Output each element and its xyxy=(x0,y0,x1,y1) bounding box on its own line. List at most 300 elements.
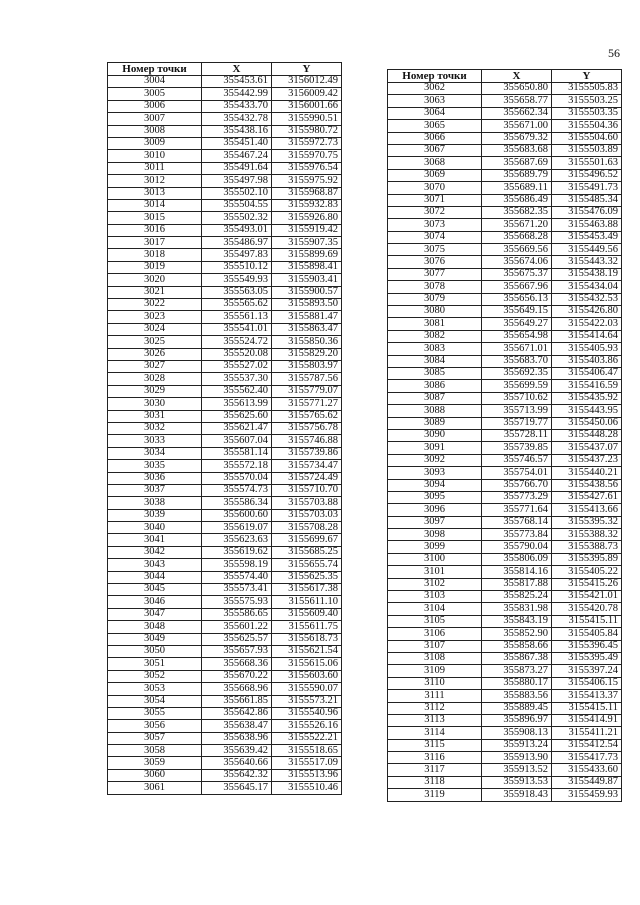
x-coordinate-cell: 355520.08 xyxy=(202,348,272,360)
table-row xyxy=(388,343,622,355)
point-number-cell: 3061 xyxy=(108,782,202,794)
y-coordinate-cell: 3155476.09 xyxy=(552,206,622,218)
point-number-cell: 3070 xyxy=(388,182,482,194)
point-number-cell: 3058 xyxy=(108,745,202,757)
x-coordinate-cell: 355773.29 xyxy=(482,491,552,503)
y-coordinate-cell: 3155412.54 xyxy=(552,739,622,751)
x-coordinate-cell: 355739.85 xyxy=(482,442,552,454)
y-coordinate-cell: 3155504.60 xyxy=(552,132,622,144)
table-row xyxy=(388,392,622,404)
x-coordinate-cell: 355671.01 xyxy=(482,343,552,355)
point-number-cell: 3028 xyxy=(108,373,202,385)
x-coordinate-cell: 355719.77 xyxy=(482,417,552,429)
x-coordinate-cell: 355658.77 xyxy=(482,95,552,107)
x-coordinate-cell: 355573.41 xyxy=(202,584,272,596)
table-row xyxy=(388,677,622,689)
point-number-cell: 3064 xyxy=(388,107,482,119)
y-coordinate-cell: 3155422.03 xyxy=(552,318,622,330)
table-row xyxy=(388,603,622,615)
x-coordinate-cell: 355668.28 xyxy=(482,231,552,243)
point-number-cell: 3119 xyxy=(388,789,482,801)
y-coordinate-cell: 3155459.93 xyxy=(552,789,622,801)
y-coordinate-cell: 3155491.73 xyxy=(552,182,622,194)
x-coordinate-cell: 355686.49 xyxy=(482,194,552,206)
table-row xyxy=(108,187,342,199)
table-row xyxy=(388,380,622,392)
x-coordinate-cell: 355889.45 xyxy=(482,702,552,714)
x-coordinate-cell: 355574.73 xyxy=(202,484,272,496)
y-coordinate-cell: 3155411.21 xyxy=(552,727,622,739)
y-coordinate-cell: 3155881.47 xyxy=(272,311,342,323)
x-coordinate-cell: 355674.06 xyxy=(482,256,552,268)
point-number-cell: 3037 xyxy=(108,484,202,496)
x-coordinate-cell: 355689.79 xyxy=(482,169,552,181)
x-coordinate-cell: 355497.98 xyxy=(202,175,272,187)
y-coordinate-cell: 3155406.15 xyxy=(552,677,622,689)
y-coordinate-cell: 3155510.46 xyxy=(272,782,342,794)
x-coordinate-cell: 355565.62 xyxy=(202,299,272,311)
point-number-cell: 3010 xyxy=(108,150,202,162)
y-coordinate-cell: 3155926.80 xyxy=(272,212,342,224)
y-coordinate-cell: 3155900.57 xyxy=(272,286,342,298)
point-number-cell: 3012 xyxy=(108,175,202,187)
y-coordinate-cell: 3155397.24 xyxy=(552,665,622,677)
table-row xyxy=(108,509,342,521)
point-number-cell: 3072 xyxy=(388,206,482,218)
x-coordinate-cell: 355619.07 xyxy=(202,522,272,534)
y-coordinate-cell: 3156001.66 xyxy=(272,100,342,112)
table-row xyxy=(108,695,342,707)
y-coordinate-cell: 3155463.88 xyxy=(552,219,622,231)
x-coordinate-cell: 355806.09 xyxy=(482,553,552,565)
x-coordinate-cell: 355502.10 xyxy=(202,187,272,199)
table-row xyxy=(388,367,622,379)
y-coordinate-cell: 3155975.92 xyxy=(272,175,342,187)
y-coordinate-cell: 3155625.35 xyxy=(272,571,342,583)
y-coordinate-cell: 3155426.80 xyxy=(552,306,622,318)
point-number-cell: 3048 xyxy=(108,621,202,633)
point-number-cell: 3115 xyxy=(388,739,482,751)
table-row xyxy=(108,422,342,434)
table-row xyxy=(108,336,342,348)
table-row xyxy=(388,107,622,119)
x-coordinate-cell: 355649.27 xyxy=(482,318,552,330)
x-coordinate-cell: 355913.52 xyxy=(482,764,552,776)
y-coordinate-cell: 3155415.11 xyxy=(552,702,622,714)
x-coordinate-cell: 355625.57 xyxy=(202,633,272,645)
point-number-cell: 3092 xyxy=(388,454,482,466)
point-number-cell: 3108 xyxy=(388,652,482,664)
point-number-cell: 3017 xyxy=(108,237,202,249)
x-coordinate-cell: 355575.93 xyxy=(202,596,272,608)
y-coordinate-cell: 3155395.49 xyxy=(552,652,622,664)
point-number-cell: 3062 xyxy=(388,83,482,95)
x-coordinate-cell: 355679.32 xyxy=(482,132,552,144)
point-number-cell: 3118 xyxy=(388,776,482,788)
x-coordinate-cell: 355896.97 xyxy=(482,714,552,726)
point-number-cell: 3106 xyxy=(388,628,482,640)
point-number-cell: 3014 xyxy=(108,199,202,211)
y-coordinate-cell: 3155787.56 xyxy=(272,373,342,385)
point-number-cell: 3018 xyxy=(108,249,202,261)
table-row xyxy=(388,516,622,528)
x-coordinate-cell: 355699.59 xyxy=(482,380,552,392)
table-row xyxy=(108,559,342,571)
table-row xyxy=(388,405,622,417)
point-number-cell: 3047 xyxy=(108,608,202,620)
table-row xyxy=(388,739,622,751)
x-coordinate-cell: 355642.86 xyxy=(202,707,272,719)
table-row xyxy=(388,231,622,243)
y-coordinate-cell: 3155414.91 xyxy=(552,714,622,726)
table-row xyxy=(388,429,622,441)
x-coordinate-cell: 355654.98 xyxy=(482,330,552,342)
x-coordinate-cell: 355843.19 xyxy=(482,615,552,627)
table-row xyxy=(388,727,622,739)
x-coordinate-cell: 355570.04 xyxy=(202,472,272,484)
point-number-cell: 3112 xyxy=(388,702,482,714)
y-coordinate-cell: 3155829.20 xyxy=(272,348,342,360)
y-coordinate-cell: 3155540.96 xyxy=(272,707,342,719)
x-coordinate-cell: 355598.19 xyxy=(202,559,272,571)
y-coordinate-cell: 3155415.11 xyxy=(552,615,622,627)
point-number-cell: 3050 xyxy=(108,645,202,657)
point-number-cell: 3095 xyxy=(388,491,482,503)
point-number-cell: 3096 xyxy=(388,504,482,516)
y-coordinate-cell: 3155438.56 xyxy=(552,479,622,491)
y-coordinate-cell: 3155618.73 xyxy=(272,633,342,645)
table-row xyxy=(108,435,342,447)
table-row xyxy=(108,546,342,558)
point-number-cell: 3049 xyxy=(108,633,202,645)
y-coordinate-cell: 3155517.09 xyxy=(272,757,342,769)
y-coordinate-cell: 3156009.42 xyxy=(272,88,342,100)
y-coordinate-cell: 3155485.34 xyxy=(552,194,622,206)
x-coordinate-cell: 355883.56 xyxy=(482,690,552,702)
table-row xyxy=(388,566,622,578)
point-number-cell: 3105 xyxy=(388,615,482,627)
y-coordinate-cell: 3155448.28 xyxy=(552,429,622,441)
table-row xyxy=(108,76,342,88)
y-coordinate-cell: 3155611.75 xyxy=(272,621,342,633)
y-coordinate-cell: 3155449.87 xyxy=(552,776,622,788)
x-coordinate-cell: 355601.22 xyxy=(202,621,272,633)
y-coordinate-cell: 3155617.38 xyxy=(272,584,342,596)
x-coordinate-cell: 355502.32 xyxy=(202,212,272,224)
y-coordinate-cell: 3155433.60 xyxy=(552,764,622,776)
y-coordinate-cell: 3155437.23 xyxy=(552,454,622,466)
point-number-cell: 3094 xyxy=(388,479,482,491)
y-coordinate-cell: 3155420.78 xyxy=(552,603,622,615)
x-coordinate-cell: 355687.69 xyxy=(482,157,552,169)
point-number-cell: 3033 xyxy=(108,435,202,447)
table-row xyxy=(108,571,342,583)
table-row xyxy=(108,199,342,211)
point-number-cell: 3100 xyxy=(388,553,482,565)
table-row xyxy=(108,782,342,794)
table-row xyxy=(108,286,342,298)
y-coordinate-cell: 3155449.56 xyxy=(552,244,622,256)
table-row xyxy=(388,764,622,776)
y-coordinate-cell: 3155621.54 xyxy=(272,645,342,657)
table-row xyxy=(388,417,622,429)
y-coordinate-cell: 3155655.74 xyxy=(272,559,342,571)
table-row xyxy=(108,398,342,410)
point-number-cell: 3035 xyxy=(108,460,202,472)
table-row xyxy=(388,491,622,503)
point-number-cell: 3079 xyxy=(388,293,482,305)
x-coordinate-cell: 355713.99 xyxy=(482,405,552,417)
point-number-cell: 3019 xyxy=(108,261,202,273)
x-coordinate-cell: 355908.13 xyxy=(482,727,552,739)
point-number-cell: 3007 xyxy=(108,113,202,125)
table-row xyxy=(108,348,342,360)
y-coordinate-cell: 3155765.62 xyxy=(272,410,342,422)
point-number-cell: 3081 xyxy=(388,318,482,330)
header-x: X xyxy=(482,70,552,83)
point-number-cell: 3075 xyxy=(388,244,482,256)
table-header-row xyxy=(388,70,622,83)
x-coordinate-cell: 355607.04 xyxy=(202,435,272,447)
table-row xyxy=(388,182,622,194)
x-coordinate-cell: 355814.16 xyxy=(482,566,552,578)
y-coordinate-cell: 3155590.07 xyxy=(272,683,342,695)
x-coordinate-cell: 355671.20 xyxy=(482,219,552,231)
y-coordinate-cell: 3155443.32 xyxy=(552,256,622,268)
point-number-cell: 3031 xyxy=(108,410,202,422)
point-number-cell: 3073 xyxy=(388,219,482,231)
table-row xyxy=(388,553,622,565)
table-row xyxy=(108,323,342,335)
point-number-cell: 3084 xyxy=(388,355,482,367)
point-number-cell: 3043 xyxy=(108,559,202,571)
point-number-cell: 3057 xyxy=(108,732,202,744)
y-coordinate-cell: 3155496.52 xyxy=(552,169,622,181)
y-coordinate-cell: 3155438.19 xyxy=(552,268,622,280)
table-row xyxy=(388,132,622,144)
point-number-cell: 3038 xyxy=(108,497,202,509)
x-coordinate-cell: 355746.57 xyxy=(482,454,552,466)
x-coordinate-cell: 355438.16 xyxy=(202,125,272,137)
table-row xyxy=(388,714,622,726)
y-coordinate-cell: 3155522.21 xyxy=(272,732,342,744)
point-number-cell: 3051 xyxy=(108,658,202,670)
y-coordinate-cell: 3155403.86 xyxy=(552,355,622,367)
y-coordinate-cell: 3155756.78 xyxy=(272,422,342,434)
point-number-cell: 3114 xyxy=(388,727,482,739)
table-row xyxy=(108,670,342,682)
point-number-cell: 3024 xyxy=(108,323,202,335)
y-coordinate-cell: 3155573.21 xyxy=(272,695,342,707)
x-coordinate-cell: 355497.83 xyxy=(202,249,272,261)
table-row xyxy=(108,249,342,261)
point-number-cell: 3006 xyxy=(108,100,202,112)
y-coordinate-cell: 3155710.70 xyxy=(272,484,342,496)
y-coordinate-cell: 3155968.87 xyxy=(272,187,342,199)
y-coordinate-cell: 3155415.26 xyxy=(552,578,622,590)
table-row xyxy=(108,596,342,608)
x-coordinate-cell: 355683.70 xyxy=(482,355,552,367)
y-coordinate-cell: 3155907.35 xyxy=(272,237,342,249)
point-number-cell: 3078 xyxy=(388,281,482,293)
table-row xyxy=(108,360,342,372)
y-coordinate-cell: 3155405.22 xyxy=(552,566,622,578)
x-coordinate-cell: 355867.38 xyxy=(482,652,552,664)
y-coordinate-cell: 3155526.16 xyxy=(272,720,342,732)
x-coordinate-cell: 355600.60 xyxy=(202,509,272,521)
x-coordinate-cell: 355773.84 xyxy=(482,529,552,541)
x-coordinate-cell: 355817.88 xyxy=(482,578,552,590)
table-row xyxy=(388,281,622,293)
x-coordinate-cell: 355623.63 xyxy=(202,534,272,546)
x-coordinate-cell: 355574.40 xyxy=(202,571,272,583)
y-coordinate-cell: 3155779.07 xyxy=(272,385,342,397)
point-number-cell: 3041 xyxy=(108,534,202,546)
table-row xyxy=(108,150,342,162)
table-row xyxy=(108,633,342,645)
y-coordinate-cell: 3155932.83 xyxy=(272,199,342,211)
table-row xyxy=(388,776,622,788)
point-number-cell: 3099 xyxy=(388,541,482,553)
y-coordinate-cell: 3155450.06 xyxy=(552,417,622,429)
table-row xyxy=(108,88,342,100)
y-coordinate-cell: 3155505.83 xyxy=(552,83,622,95)
point-number-cell: 3016 xyxy=(108,224,202,236)
y-coordinate-cell: 3155734.47 xyxy=(272,460,342,472)
x-coordinate-cell: 355657.93 xyxy=(202,645,272,657)
y-coordinate-cell: 3155685.25 xyxy=(272,546,342,558)
point-number-cell: 3056 xyxy=(108,720,202,732)
x-coordinate-cell: 355453.61 xyxy=(202,76,272,88)
x-coordinate-cell: 355625.60 xyxy=(202,410,272,422)
table-row xyxy=(108,100,342,112)
x-coordinate-cell: 355504.55 xyxy=(202,199,272,211)
point-number-cell: 3076 xyxy=(388,256,482,268)
x-coordinate-cell: 355486.97 xyxy=(202,237,272,249)
point-number-cell: 3109 xyxy=(388,665,482,677)
point-number-cell: 3032 xyxy=(108,422,202,434)
x-coordinate-cell: 355766.70 xyxy=(482,479,552,491)
y-coordinate-cell: 3155724.49 xyxy=(272,472,342,484)
point-number-cell: 3090 xyxy=(388,429,482,441)
x-coordinate-cell: 355510.12 xyxy=(202,261,272,273)
table-row xyxy=(108,460,342,472)
x-coordinate-cell: 355913.53 xyxy=(482,776,552,788)
point-number-cell: 3025 xyxy=(108,336,202,348)
point-number-cell: 3110 xyxy=(388,677,482,689)
point-number-cell: 3111 xyxy=(388,690,482,702)
point-number-cell: 3021 xyxy=(108,286,202,298)
y-coordinate-cell: 3155850.36 xyxy=(272,336,342,348)
table-row xyxy=(108,584,342,596)
y-coordinate-cell: 3155503.25 xyxy=(552,95,622,107)
point-number-cell: 3027 xyxy=(108,360,202,372)
y-coordinate-cell: 3155739.86 xyxy=(272,447,342,459)
x-coordinate-cell: 355671.00 xyxy=(482,120,552,132)
y-coordinate-cell: 3155417.73 xyxy=(552,752,622,764)
point-number-cell: 3083 xyxy=(388,343,482,355)
table-row xyxy=(388,665,622,677)
y-coordinate-cell: 3155388.32 xyxy=(552,529,622,541)
table-row xyxy=(388,789,622,801)
x-coordinate-cell: 355549.93 xyxy=(202,274,272,286)
x-coordinate-cell: 355675.37 xyxy=(482,268,552,280)
y-coordinate-cell: 3155414.64 xyxy=(552,330,622,342)
x-coordinate-cell: 355662.34 xyxy=(482,107,552,119)
coordinates-table-right xyxy=(387,69,622,802)
point-number-cell: 3059 xyxy=(108,757,202,769)
point-number-cell: 3069 xyxy=(388,169,482,181)
table-row xyxy=(108,720,342,732)
x-coordinate-cell: 355562.40 xyxy=(202,385,272,397)
point-number-cell: 3004 xyxy=(108,76,202,88)
y-coordinate-cell: 3155976.54 xyxy=(272,162,342,174)
table-row xyxy=(388,702,622,714)
y-coordinate-cell: 3155893.50 xyxy=(272,299,342,311)
table-row xyxy=(388,268,622,280)
x-coordinate-cell: 355667.96 xyxy=(482,281,552,293)
point-number-cell: 3066 xyxy=(388,132,482,144)
y-coordinate-cell: 3155513.96 xyxy=(272,769,342,781)
table-row xyxy=(108,113,342,125)
table-row xyxy=(388,690,622,702)
y-coordinate-cell: 3155903.41 xyxy=(272,274,342,286)
point-number-cell: 3091 xyxy=(388,442,482,454)
table-row xyxy=(388,330,622,342)
point-number-cell: 3026 xyxy=(108,348,202,360)
table-row xyxy=(108,707,342,719)
table-row xyxy=(388,318,622,330)
table-row xyxy=(388,219,622,231)
y-coordinate-cell: 3155919.42 xyxy=(272,224,342,236)
y-coordinate-cell: 3155699.67 xyxy=(272,534,342,546)
table-row xyxy=(108,658,342,670)
point-number-cell: 3052 xyxy=(108,670,202,682)
x-coordinate-cell: 355771.64 xyxy=(482,504,552,516)
table-row xyxy=(108,683,342,695)
point-number-cell: 3093 xyxy=(388,467,482,479)
point-number-cell: 3089 xyxy=(388,417,482,429)
y-coordinate-cell: 3155437.07 xyxy=(552,442,622,454)
point-number-cell: 3117 xyxy=(388,764,482,776)
table-row xyxy=(388,578,622,590)
point-number-cell: 3046 xyxy=(108,596,202,608)
y-coordinate-cell: 3155443.95 xyxy=(552,405,622,417)
table-row xyxy=(108,212,342,224)
header-y: Y xyxy=(552,70,622,83)
x-coordinate-cell: 355467.24 xyxy=(202,150,272,162)
table-row xyxy=(108,757,342,769)
point-number-cell: 3107 xyxy=(388,640,482,652)
table-row xyxy=(108,311,342,323)
y-coordinate-cell: 3155771.27 xyxy=(272,398,342,410)
x-coordinate-cell: 355433.70 xyxy=(202,100,272,112)
y-coordinate-cell: 3155803.97 xyxy=(272,360,342,372)
point-number-cell: 3067 xyxy=(388,144,482,156)
table-row xyxy=(108,224,342,236)
y-coordinate-cell: 3155970.75 xyxy=(272,150,342,162)
coordinates-table-left xyxy=(107,62,342,795)
table-row xyxy=(108,274,342,286)
y-coordinate-cell: 3155603.60 xyxy=(272,670,342,682)
table-row xyxy=(388,467,622,479)
table-row xyxy=(108,125,342,137)
table-row xyxy=(108,385,342,397)
x-coordinate-cell: 355918.43 xyxy=(482,789,552,801)
point-number-cell: 3030 xyxy=(108,398,202,410)
table-row xyxy=(108,621,342,633)
y-coordinate-cell: 3155396.45 xyxy=(552,640,622,652)
